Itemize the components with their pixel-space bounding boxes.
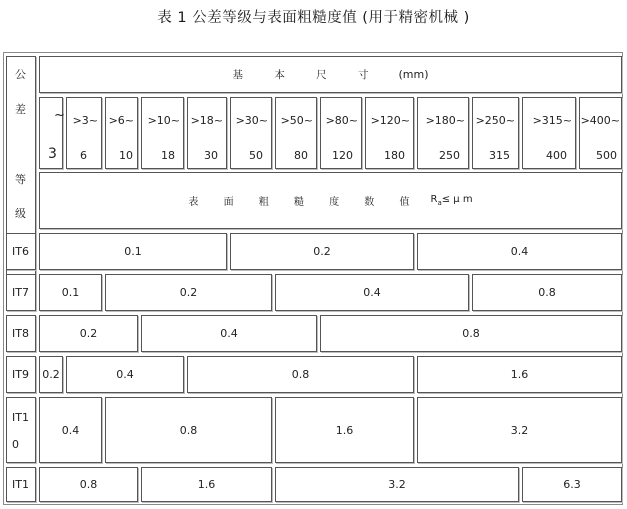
size-range-cell — [275, 97, 317, 169]
roughness-value: 0.2 — [79, 327, 98, 340]
roughness-value: 0.1 — [124, 245, 142, 258]
roughness-value-cell — [39, 356, 63, 393]
size-range-upper: 30 — [204, 149, 218, 162]
size-range-lower: >50~ — [280, 114, 313, 127]
size-range-lower: ~ — [54, 108, 65, 123]
size-range-lower: >30~ — [235, 114, 268, 127]
roughness-value: 0.4 — [220, 327, 238, 340]
roughness-value-cell — [39, 467, 138, 502]
roughness-value: 0.8 — [462, 327, 480, 340]
size-range-lower: >6~ — [108, 114, 134, 127]
roughness-value-cell — [66, 356, 184, 393]
roughness-value-cell — [39, 397, 102, 463]
size-range-upper: 400 — [546, 149, 567, 162]
grade-cell — [6, 233, 36, 270]
size-range-upper: 80 — [294, 149, 308, 162]
grade-header-char: 等 — [15, 173, 26, 186]
grade-header-char: 差 — [15, 103, 26, 116]
basic-size-unit: (mm) — [398, 68, 429, 81]
size-range-cell — [187, 97, 227, 169]
size-range-upper: 6 — [80, 149, 87, 162]
grade-header-char: 级 — [15, 207, 26, 220]
size-range-upper: 18 — [161, 149, 175, 162]
ra-subscript: a — [437, 199, 442, 207]
size-range-upper: 250 — [439, 149, 460, 162]
roughness-value: 1.6 — [510, 368, 529, 381]
size-range-upper: 10 — [119, 149, 133, 162]
grade-cell — [6, 356, 36, 393]
roughness-value-cell — [417, 233, 622, 270]
size-range-upper: 180 — [384, 149, 405, 162]
roughness-value: 0.8 — [79, 478, 98, 491]
roughness-value-cell — [141, 315, 317, 352]
roughness-value-cell — [275, 397, 414, 463]
basic-size-header — [39, 56, 622, 93]
size-range-lower: >120~ — [370, 114, 410, 127]
roughness-value-cell — [275, 467, 519, 502]
roughness-value: 0.8 — [179, 423, 198, 437]
roughness-value-cell — [39, 315, 138, 352]
roughness-value: 0.4 — [61, 423, 80, 437]
size-range-lower: >80~ — [325, 114, 358, 127]
size-range-cell — [39, 97, 63, 169]
size-range-lower: >315~ — [532, 114, 572, 127]
roughness-value: 0.2 — [42, 368, 60, 381]
grade-label: IT8 — [12, 327, 29, 340]
grade-cell — [6, 315, 36, 352]
size-range-lower: >250~ — [475, 114, 515, 127]
grade-cell — [6, 467, 36, 502]
roughness-value-cell — [230, 233, 414, 270]
grade-label: IT7 — [12, 286, 29, 299]
size-range-upper: 120 — [332, 149, 353, 162]
roughness-value: 3.2 — [388, 478, 406, 491]
grade-label: IT1 — [12, 478, 29, 491]
size-range-cell — [66, 97, 102, 169]
roughness-value: 0.1 — [61, 286, 80, 299]
size-range-lower: >3~ — [72, 114, 98, 127]
roughness-value: 1.6 — [335, 423, 354, 437]
ra-unit: ≤ μ m — [441, 194, 473, 205]
roughness-value-cell — [275, 274, 469, 311]
roughness-value: 0.2 — [313, 245, 331, 258]
roughness-value-cell — [472, 274, 622, 311]
grade-label: IT6 — [12, 245, 29, 258]
ra-symbol — [430, 194, 472, 207]
size-range-cell — [141, 97, 184, 169]
roughness-label: 表 面 粗 糙 度 数 值 — [188, 197, 421, 208]
size-range-cell — [365, 97, 414, 169]
size-range-upper: 3 — [48, 146, 57, 162]
roughness-value-cell — [39, 274, 102, 311]
roughness-value: 0.2 — [179, 286, 198, 299]
size-range-upper: 315 — [489, 149, 510, 162]
roughness-value-cell — [141, 467, 272, 502]
size-range-cell — [579, 97, 622, 169]
roughness-value: 0.4 — [363, 286, 381, 299]
roughness-header — [39, 172, 622, 229]
roughness-value-cell — [522, 467, 622, 502]
roughness-value-cell — [105, 397, 272, 463]
grade-cell — [6, 274, 36, 311]
grade-label-continued: 0 — [12, 438, 19, 451]
size-range-cell — [417, 97, 469, 169]
size-range-upper: 50 — [249, 149, 263, 162]
ra-letter: R — [430, 194, 438, 205]
size-range-lower: >400~ — [580, 114, 620, 127]
roughness-value: 1.6 — [197, 478, 216, 491]
size-range-cell — [472, 97, 519, 169]
size-range-cell — [105, 97, 138, 169]
table-title: 表 1 公差等级与表面粗糙度值 (用于精密机械 ) — [157, 10, 470, 26]
tolerance-roughness-table — [3, 52, 623, 505]
grade-label: IT9 — [12, 368, 29, 381]
size-range-cell — [522, 97, 576, 169]
size-range-lower: >180~ — [425, 114, 465, 127]
grade-label: IT1 — [12, 411, 29, 424]
size-range-upper: 500 — [596, 149, 617, 162]
size-range-cell — [320, 97, 362, 169]
grade-cell — [6, 397, 36, 463]
grade-header-char: 公 — [15, 68, 26, 81]
roughness-value: 6.3 — [563, 478, 581, 491]
size-range-cell — [230, 97, 272, 169]
roughness-value: 0.4 — [510, 245, 529, 258]
roughness-value: 0.4 — [116, 368, 134, 381]
roughness-value-cell — [417, 356, 622, 393]
roughness-value: 0.8 — [291, 368, 310, 381]
size-range-lower: >18~ — [190, 114, 223, 127]
basic-size-label: 基 本 尺 寸 — [232, 69, 383, 81]
roughness-value-cell — [320, 315, 622, 352]
roughness-value-cell — [39, 233, 227, 270]
size-range-lower: >10~ — [147, 114, 180, 127]
roughness-value-cell — [417, 397, 622, 463]
roughness-value: 0.8 — [538, 286, 556, 299]
roughness-value: 3.2 — [510, 423, 529, 437]
roughness-value-cell — [105, 274, 272, 311]
roughness-value-cell — [187, 356, 414, 393]
